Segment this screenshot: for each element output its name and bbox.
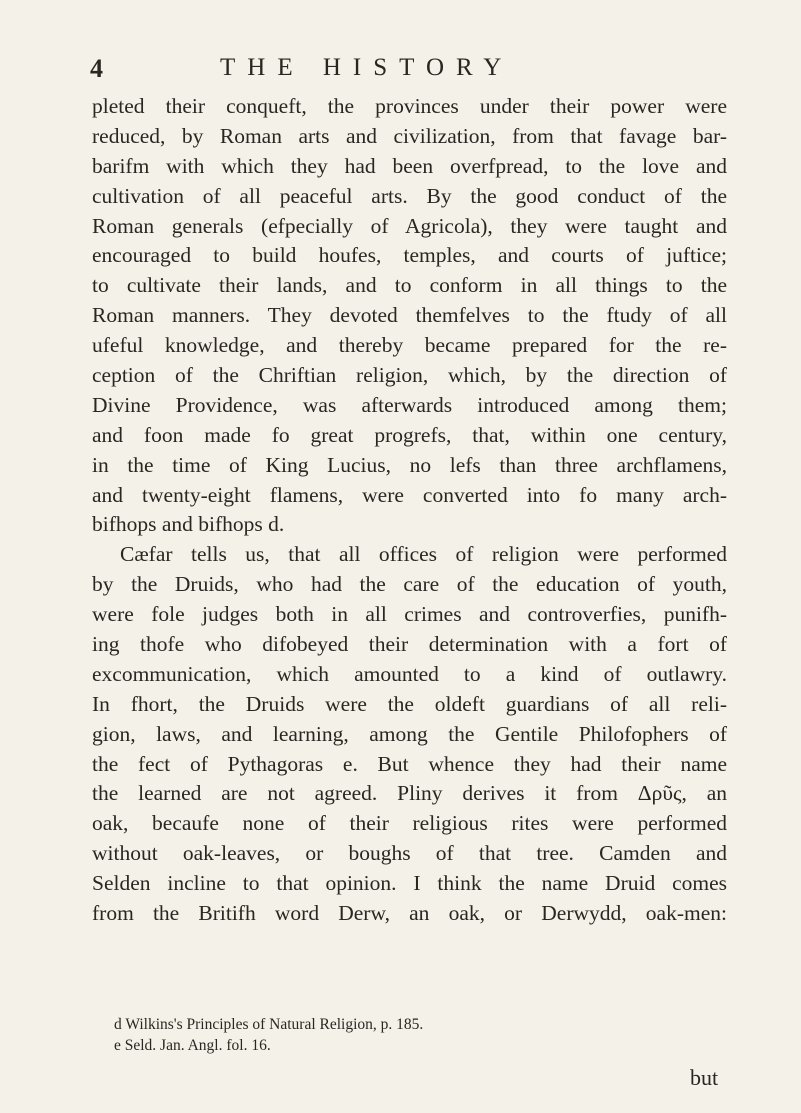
text-line: without oak-leaves, or boughs of that tree. Camden and — [92, 841, 727, 866]
text-line: encouraged to build houfes, temples, and courts of juftice; — [92, 243, 727, 268]
footnotes — [114, 1014, 714, 1056]
text-line: pleted their conqueft, the provinces under their power were — [92, 94, 727, 118]
running-title: THE HISTORY — [220, 54, 514, 81]
text-line: the fect of Pythagoras e. But whence they had their name — [92, 751, 727, 776]
page-header — [90, 48, 730, 88]
text-line: were fole judges both in all crimes and controverfies, punifh- — [92, 602, 727, 627]
text-line: excommunication, which amounted to a kind of outlawry. — [92, 661, 727, 686]
text-line: ing thofe who difobeyed their determination with a fort of — [92, 632, 727, 657]
text-line: Roman manners. They devoted themfelves to the ftudy of all — [92, 303, 727, 328]
text-line: In fhort, the Druids were the oldeft guardians of all reli- — [92, 691, 727, 716]
text-line: Cæfar tells us, that all offices of religion were performed — [120, 542, 727, 567]
text-line: ufeful knowledge, and thereby became prepared for the re- — [92, 333, 727, 358]
text-line: to cultivate their lands, and to conform in all things to the — [92, 273, 727, 298]
text-line: Divine Providence, was afterwards introduced among them; — [92, 392, 727, 417]
text-line: ception of the Chriftian religion, which, by the direction of — [92, 363, 727, 388]
text-line: and foon made fo great progrefs, that, within one century, — [92, 422, 727, 447]
text-line: cultivation of all peaceful arts. By the good conduct of the — [92, 183, 727, 208]
text-line: the learned are not agreed. Pliny derives it from Δρῦς, an — [92, 781, 727, 806]
text-line: by the Druids, who had the care of the education of youth, — [92, 572, 727, 597]
text-line: from the Britifh word Derw, an oak, or Derwydd, oak-men: — [92, 901, 727, 926]
footnote: e Seld. Jan. Angl. fol. 16. — [114, 1037, 271, 1054]
text-line: and twenty-eight flamens, were converted into fo many arch- — [92, 482, 727, 507]
text-line: oak, becaufe none of their religious rites were performed — [92, 811, 727, 836]
catchword: but — [690, 1065, 719, 1090]
body-text — [92, 92, 727, 929]
text-line: barifm with which they had been overfpread, to the love and — [92, 153, 727, 178]
text-line: Selden incline to that opinion. I think the name Druid comes — [92, 871, 727, 896]
footnote: d Wilkins's Principles of Natural Religion, p. 185. — [114, 1016, 424, 1033]
text-line: gion, laws, and learning, among the Gentile Philofophers of — [92, 721, 727, 746]
text-line: bifhops and bifhops d. — [92, 512, 285, 537]
text-line: reduced, by Roman arts and civilization, from that favage bar- — [92, 123, 727, 148]
text-line: in the time of King Lucius, no lefs than three archflamens, — [92, 452, 727, 477]
text-line: Roman generals (efpecially of Agricola), they were taught and — [92, 213, 727, 238]
page-number: 4 — [90, 54, 103, 83]
